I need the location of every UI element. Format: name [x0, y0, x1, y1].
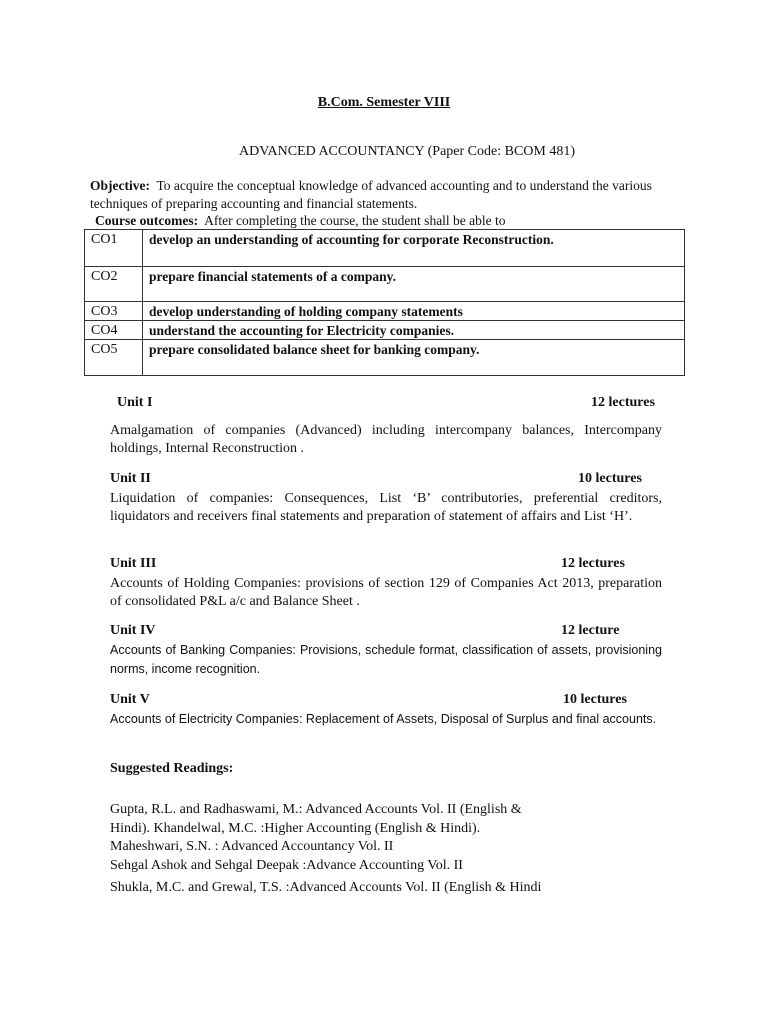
- co-description: develop an understanding of accounting for corporate Reconstruction.: [143, 230, 685, 267]
- co-description: prepare consolidated balance sheet for banking company.: [143, 340, 685, 376]
- objective-paragraph: [90, 177, 690, 213]
- reading-line: Maheshwari, S.N. : Advanced Accountancy Vol. II: [110, 839, 394, 854]
- unit-4-body: Accounts of Banking Companies: Provisions, schedule format, classification of assets, provisioning norms, income recognition.: [110, 643, 662, 676]
- table-row: [85, 321, 685, 340]
- reading-line: Hindi). Khandelwal, M.C. :Higher Accounting (English & Hindi).: [110, 821, 481, 836]
- unit-2-body: Liquidation of companies: Consequences, List ‘B’ contributories, preferential creditors, liquidators and receivers final statements and preparation of statement of affairs and List ‘H’.: [110, 491, 662, 524]
- unit-5-lectures: 10 lectures: [563, 692, 627, 707]
- reading-line: Shukla, M.C. and Grewal, T.S. :Advanced Accounts Vol. II (English & Hindi: [110, 880, 542, 895]
- semester-heading: B.Com. Semester VIII: [317, 95, 451, 110]
- unit-1-lectures: 12 lectures: [591, 395, 655, 410]
- course-outcomes-intro: [95, 212, 695, 230]
- table-row: [85, 230, 685, 267]
- reading-line: Gupta, R.L. and Radhaswami, M.: Advanced Accounts Vol. II (English &: [110, 802, 522, 817]
- co-description: understand the accounting for Electricity companies.: [143, 321, 685, 340]
- reading-line: Sehgal Ashok and Sehgal Deepak :Advance Accounting Vol. II: [110, 858, 463, 873]
- co-code: CO2: [85, 267, 143, 302]
- co-description: develop understanding of holding company statements: [143, 302, 685, 321]
- table-row: [85, 267, 685, 302]
- unit-2-title: Unit II: [110, 471, 151, 486]
- unit-1-body: Amalgamation of companies (Advanced) including intercompany balances, Intercompany holdings, Internal Reconstruction .: [110, 423, 662, 456]
- objective-text: To acquire the conceptual knowledge of advanced accounting and to understand the various techniques of preparing accounting and financial statements.: [90, 178, 652, 211]
- co-code: CO5: [85, 340, 143, 376]
- unit-2-lectures: 10 lectures: [578, 471, 642, 486]
- unit-4-title: Unit IV: [110, 623, 156, 638]
- table-row: [85, 302, 685, 321]
- co-code: CO3: [85, 302, 143, 321]
- unit-3-title: Unit III: [110, 556, 157, 571]
- table-row: [85, 340, 685, 376]
- unit-3-body: Accounts of Holding Companies: provisions of section 129 of Companies Act 2013, preparation of consolidated P&L a/c and Balance Sheet .: [110, 576, 662, 609]
- co-description: prepare financial statements of a company.: [143, 267, 685, 302]
- course-outcomes-label: Course outcomes:: [95, 213, 199, 228]
- co-code: CO4: [85, 321, 143, 340]
- unit-5-body: Accounts of Electricity Companies: Replacement of Assets, Disposal of Surplus and final accounts.: [110, 712, 657, 726]
- unit-1-title: Unit I: [117, 395, 153, 410]
- objective-label: Objective:: [90, 178, 150, 193]
- course-outcomes-text: After completing the course, the student shall be able to: [204, 213, 506, 228]
- paper-title: ADVANCED ACCOUNTANCY (Paper Code: BCOM 481): [238, 144, 576, 159]
- course-outcomes-table: [84, 229, 685, 376]
- co-code: CO1: [85, 230, 143, 267]
- unit-5-title: Unit V: [110, 692, 150, 707]
- suggested-readings-title: Suggested Readings:: [110, 761, 234, 776]
- unit-3-lectures: 12 lectures: [561, 556, 625, 571]
- unit-4-lectures: 12 lecture: [561, 623, 620, 638]
